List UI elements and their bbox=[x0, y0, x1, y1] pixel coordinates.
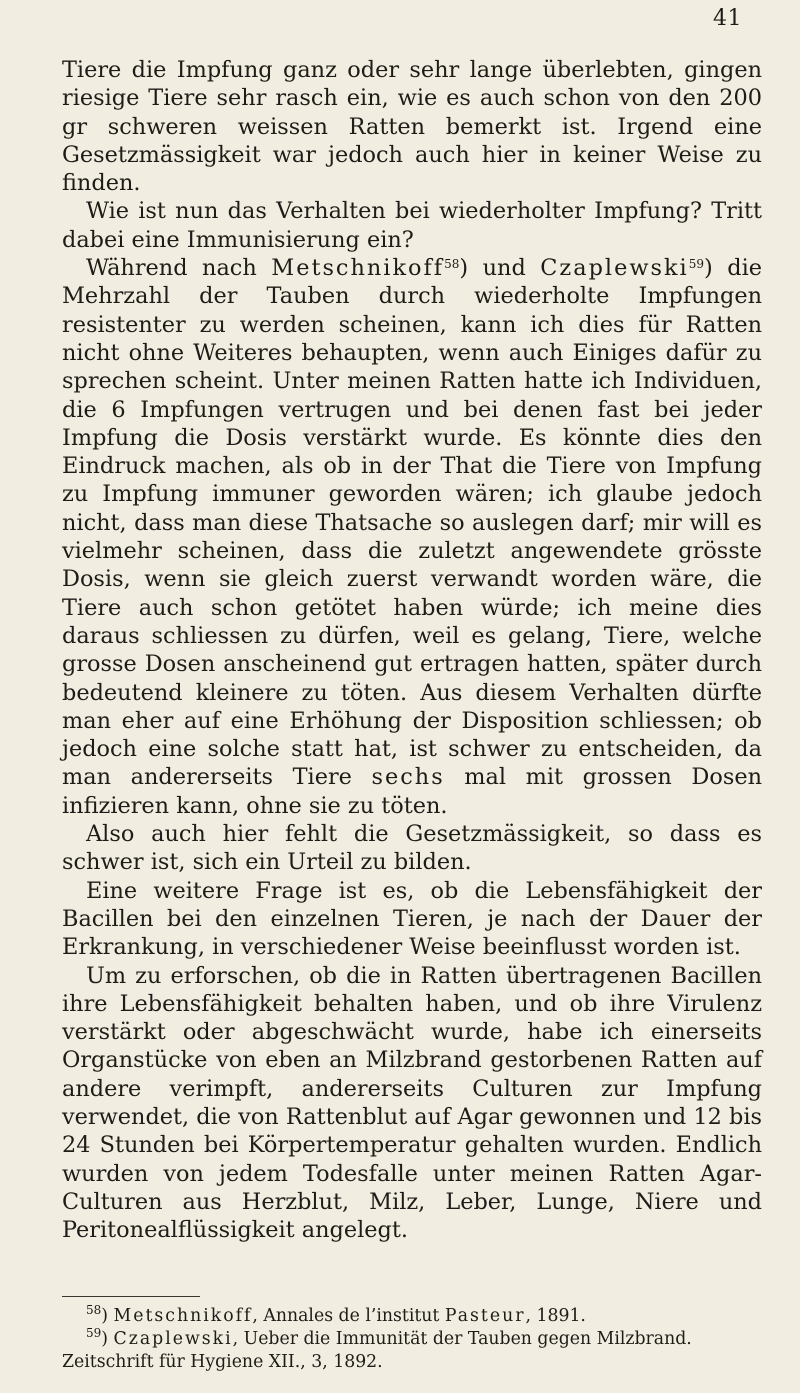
footnote: $^{58}$) Metschnikoff, Annales de l’institut Pasteur, 1891. bbox=[86, 1303, 586, 1326]
text-run: mal mit grossen Dosen infizieren kann, ohne sie zu töten. bbox=[62, 764, 762, 819]
text-run: Um zu erforschen, ob die in Ratten übertragenen Bacillen ihre Lebensfähigkeit behalten haben, und ob ihre Virulenz verstärkt oder abgeschwächt wurde, habe ich einerseits Organstücke von eben an Milzbrand gestorbenen Ratten auf andere verimpft, andererseits Culturen zur Impfung verwendet, die von Rattenblut auf Agar gewonnen und 12 bis 24 Stunden bei Körpertemperatur gehalten wurden. Endlich wurden von jedem Todesfalle unter meinen Ratten Agar-Culturen aus Herzblut, Milz, Leber, Lunge, Niere und Peritonealflüssigkeit angelegt. bbox=[62, 962, 762, 1244]
footnote-separator bbox=[62, 1296, 200, 1297]
body-text bbox=[62, 56, 762, 1244]
footnote-text-end: , 1891. bbox=[525, 1306, 586, 1326]
paragraph bbox=[62, 820, 762, 877]
text-run: Wie ist nun das Verhalten bei wiederholter Impfung? Tritt dabei eine Immunisierung ein? bbox=[62, 198, 762, 253]
text-run: ) und bbox=[459, 255, 541, 282]
paragraph bbox=[62, 197, 762, 254]
footnote-author: Metschnikoff bbox=[113, 1306, 253, 1326]
footnote: $^{59}$) Czaplewski, Ueber die Immunität der Tauben gegen Milzbrand. Zeitschrift für Hygiene XII., 3, 1892. bbox=[62, 1326, 692, 1372]
text-run: Eine weitere Frage ist es, ob die Lebensfähigkeit der Bacillen bei den einzelnen Tieren, je nach der Dauer der Erkrankung, in verschiedener Weise beeinflusst worden ist. bbox=[62, 877, 762, 961]
text-run: Also auch hier fehlt die Gesetzmässigkeit, so dass es schwer ist, sich ein Urteil zu bilden. bbox=[62, 821, 762, 876]
page-number: 41 bbox=[713, 6, 742, 31]
footnote-reference: 59 bbox=[688, 257, 704, 272]
footnote-text: , Ueber die Immunität der Tauben gegen Milzbrand. Zeitschrift für Hygiene XII., 3, 1892. bbox=[62, 1329, 692, 1372]
footnotes bbox=[62, 1305, 762, 1374]
paragraph bbox=[62, 877, 762, 962]
text-run: ) die Mehrzahl der Tauben durch wiederholte Impfungen resistenter zu werden scheinen, kann ich dies für Ratten nicht ohne Weiteres behaupten, wenn auch Einiges dafür zu sprechen scheint. Unter meinen Ratten hatte ich Individuen, die 6 Impfungen vertrugen und bei denen fast bei jeder Impfung die Dosis verstärkt wurde. Es könnte dies den Eindruck machen, als ob in der That die Tiere von Impfung zu Impfung immuner geworden wären; ich glaube jedoch nicht, dass man diese Thatsache so auslegen darf; mir will es vielmehr scheinen, dass die zuletzt angewendete grösste Dosis, wenn sie gleich zuerst verwandt worden wäre, die Tiere auch schon getötet haben würde; ich meine dies daraus schliessen zu dürfen, weil es gelang, Tiere, welche grosse Dosen anscheinend gut ertragen hatten, später durch bedeutend kleinere zu töten. Aus diesem Verhalten dürfte man eher auf eine Erhöhung der Disposition schliessen; ob jedoch eine solche statt hat, ist schwer zu entscheiden, da man andererseits Tiere bbox=[62, 255, 762, 791]
footnote-number: 58 bbox=[86, 1303, 102, 1317]
footnote-author: Czaplewski bbox=[113, 1329, 233, 1349]
footnote-emphasis: Pasteur bbox=[444, 1306, 526, 1326]
emphasized-name: Czaplewski bbox=[540, 255, 689, 282]
paragraph bbox=[62, 56, 762, 197]
footnote-number: 59 bbox=[86, 1326, 102, 1340]
emphasized-name: Metschnikoff bbox=[271, 255, 445, 282]
footnote-reference: 58 bbox=[444, 257, 460, 272]
emphasized-name: sechs bbox=[371, 764, 445, 791]
paragraph bbox=[62, 254, 762, 820]
paragraph bbox=[62, 962, 762, 1245]
text-run: Während nach bbox=[86, 255, 272, 282]
footnote-text: , Annales de l’institut bbox=[252, 1306, 445, 1326]
text-run: Tiere die Impfung ganz oder sehr lange überlebten, gingen riesige Tiere sehr rasch ein, wie es auch schon von den 200 gr schweren weissen Ratten bemerkt ist. Irgend eine Gesetzmässigkeit war jedoch auch hier in keiner Weise zu finden. bbox=[62, 57, 762, 197]
